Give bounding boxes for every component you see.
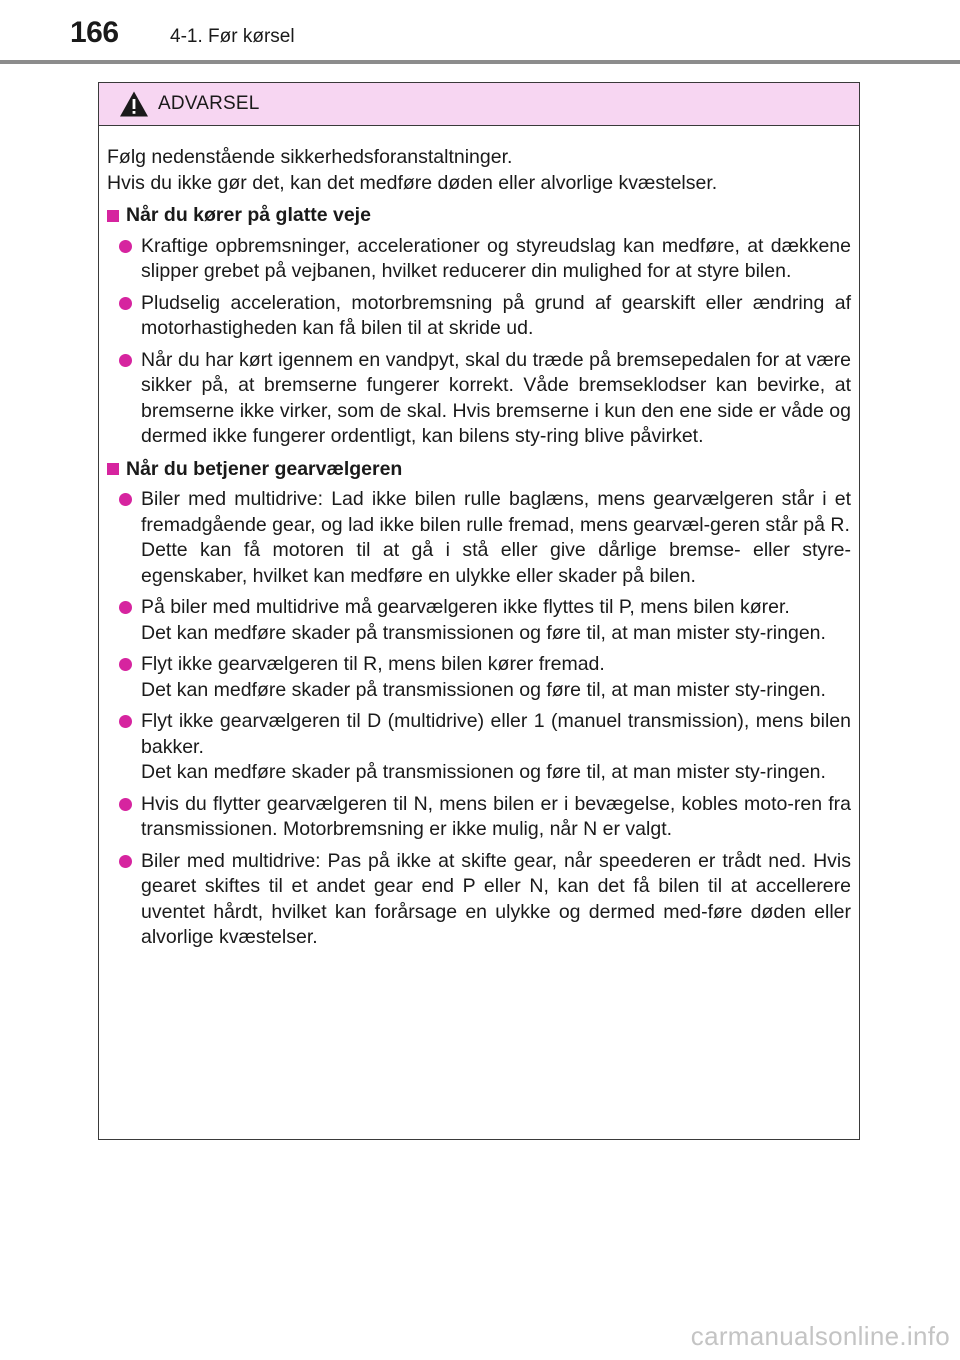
square-bullet-icon: [107, 463, 119, 475]
section-title: 4-1. Før kørsel: [170, 26, 295, 47]
section-gear-selector: [107, 457, 851, 951]
list-item-text: Kraftige opbremsninger, accelerationer og styreudslag kan medføre, at dækkene slipper grebet på vejbanen, hvilket reducerer din mulighed for at styre bilen.: [141, 234, 851, 282]
header-rule: [0, 60, 960, 64]
list-item-text: Det kan medføre skader på transmissionen og føre til, at man mister sty-ringen.: [141, 761, 826, 783]
list-item: [107, 652, 851, 703]
section-heading: [107, 203, 851, 229]
section-slippery-roads: [107, 203, 851, 450]
page-number: 166: [70, 16, 119, 49]
circle-bullet-icon: [119, 658, 132, 671]
warning-box: [98, 82, 860, 1140]
list-item-text: Når du har kørt igennem en vandpyt, skal du træde på bremsepedalen for at være sikker på, at bremserne fungerer korrekt. Våde bremseklodser kan bevirke, at bremserne ikke virker, som de skal. Hvis bremserne i kun den ene side er våde og dermed ikke fungerer ordentligt, kan bilens sty-ring blive påvirket.: [141, 348, 851, 447]
list-item: [107, 348, 851, 450]
list-item-text: Biler med multidrive: Pas på ikke at skifte gear, når speederen er trådt ned. Hvis gearet skiftes til et andet gear end P eller N, kan det få bilen til at accellerere uventet hårdt, hvilket kan forårsage en ulykke og dermed med-føre døden eller alvorlige kvæstelser.: [141, 849, 851, 948]
circle-bullet-icon: [119, 798, 132, 811]
circle-bullet-icon: [119, 601, 132, 614]
circle-bullet-icon: [119, 493, 132, 506]
circle-bullet-icon: [119, 715, 132, 728]
list-item-text: Det kan medføre skader på transmissionen og føre til, at man mister sty-ringen.: [141, 678, 826, 701]
list-item: [107, 849, 851, 951]
circle-bullet-icon: [119, 240, 132, 253]
circle-bullet-icon: [119, 855, 132, 868]
section-heading-text: Når du betjener gearvælgeren: [126, 457, 403, 480]
section-heading-text: Når du kører på glatte veje: [126, 204, 371, 226]
list-item-text: Flyt ikke gearvælgeren til D (multidrive) eller 1 (manuel transmission), mens bilen bakker.: [141, 710, 851, 758]
section-heading: [107, 457, 851, 483]
intro-line: Følg nedenstående sikkerhedsforanstaltninger.: [107, 146, 513, 168]
warning-header: [99, 83, 859, 126]
list-item: [107, 595, 851, 646]
warning-intro: [107, 145, 851, 196]
list-item: [107, 487, 851, 589]
list-item: [107, 234, 851, 285]
list-item: [107, 709, 851, 786]
watermark: carmanualsonline.info: [690, 1321, 950, 1351]
square-bullet-icon: [107, 210, 119, 222]
list-item-text: Dette kan få motoren til at gå i stå eller give dårlige bremse- eller styre-egenskaber, hvilket kan medføre en ulykke eller skader på bilen.: [141, 539, 851, 587]
warning-body: [99, 126, 859, 951]
list-item: [107, 291, 851, 342]
list-item-text: Pludselig acceleration, motorbremsning på grund af gearskift eller ændring af motorhastigheden kan få bilen til at skride ud.: [141, 291, 851, 339]
circle-bullet-icon: [119, 354, 132, 367]
intro-line: Hvis du ikke gør det, kan det medføre døden eller alvorlige kvæstelser.: [107, 171, 718, 194]
list-item: [107, 792, 851, 843]
list-item-text: Biler med multidrive: Lad ikke bilen rulle baglæns, mens gearvælgeren står i et fremadgående gear, og lad ikke bilen rulle fremad, mens gearvæl-geren står på R.: [141, 488, 851, 536]
list-item-text: Det kan medføre skader på transmissionen og føre til, at man mister sty-ringen.: [141, 621, 826, 644]
warning-triangle-icon: [119, 90, 149, 118]
warning-title: ADVARSEL: [158, 93, 260, 114]
list-item-text: På biler med multidrive må gearvælgeren ikke flyttes til P, mens bilen kører.: [141, 596, 790, 618]
circle-bullet-icon: [119, 297, 132, 310]
page-header: [0, 0, 960, 64]
list-item-text: Hvis du flytter gearvælgeren til N, mens bilen er i bevægelse, kobles moto-ren fra transmissionen. Motorbremsning er ikke mulig, når N er valgt.: [141, 792, 851, 840]
list-item-text: Flyt ikke gearvælgeren til R, mens bilen kører fremad.: [141, 653, 605, 675]
